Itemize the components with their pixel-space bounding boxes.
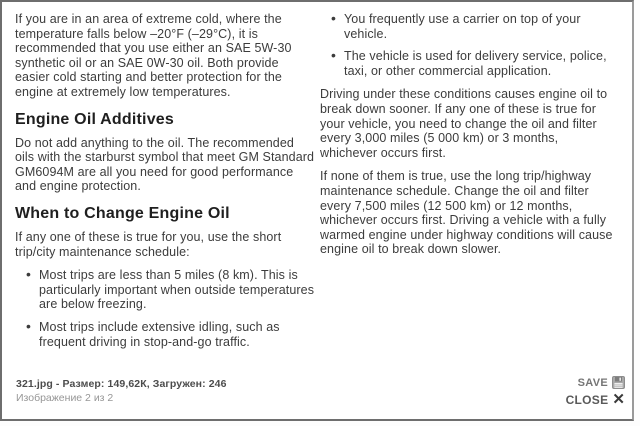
save-button-label: SAVE bbox=[577, 376, 608, 389]
save-floppy-icon bbox=[612, 376, 625, 389]
list-item: • You frequently use a carrier on top of your vehicle. bbox=[320, 12, 618, 41]
save-button[interactable] bbox=[566, 376, 625, 389]
change-intro-paragraph: If any one of these is true for you, use the short trip/city maintenance schedule: bbox=[15, 229, 282, 259]
intro-paragraph: If you are in an area of extreme cold, where the temperature falls below –20°F (–29°C), it is recommended that you use either an SAE 5W-30 synthetic oil or an SAE 0W-30 oil. Both provide easier cold starting and better protection for the engine at extremely low temperatures. bbox=[15, 12, 292, 99]
heading-when-to-change-engine-oil: When to Change Engine Oil bbox=[15, 204, 230, 222]
list-item: • The vehicle is used for delivery service, police, taxi, or other commercial application. bbox=[320, 49, 618, 78]
file-meta bbox=[16, 378, 227, 404]
left-column bbox=[15, 12, 315, 358]
heading-engine-oil-additives: Engine Oil Additives bbox=[15, 110, 174, 128]
right-column bbox=[320, 12, 618, 266]
list-item: • Most trips include extensive idling, such as frequent driving in stop-and-go traffic. bbox=[15, 320, 315, 349]
viewer-actions bbox=[566, 376, 625, 407]
short-trip-bullet-list-continued bbox=[320, 12, 618, 78]
additives-paragraph: Do not add anything to the oil. The recommended oils with the starburst symbol that meet GM Standard GM6094M are all you need for good performance and engine protection. bbox=[15, 135, 315, 194]
close-x-icon: ✕ bbox=[612, 391, 625, 408]
viewer-footer bbox=[2, 375, 632, 419]
image-counter-text: Изображение 2 из 2 bbox=[16, 392, 114, 404]
close-button-label: CLOSE bbox=[565, 392, 609, 407]
close-button[interactable] bbox=[566, 392, 625, 407]
short-trip-bullet-list bbox=[15, 268, 315, 349]
long-trip-paragraph: If none of them is true, use the long trip/highway maintenance schedule. Change the oil and filter every 7,500 miles (12 500 km) or 12 months, whichever occurs first. Driving a vehicle with a fully warmed engine under highway conditions will cause engine oil to break down slower. bbox=[320, 169, 613, 257]
list-item: • Most trips are less than 5 miles (8 km). This is particularly important when outside temperatures are below freezing. bbox=[15, 268, 315, 312]
file-info-text: 321.jpg - Размер: 149,62К, Загружен: 246 bbox=[16, 378, 227, 390]
short-trip-paragraph: Driving under these conditions causes engine oil to break down sooner. If any one of these is true for your vehicle, you need to change the oil and filter every 3,000 miles (5 000 km) or 3 months, whichever occurs first. bbox=[320, 87, 608, 160]
manual-page-scan bbox=[2, 2, 632, 374]
